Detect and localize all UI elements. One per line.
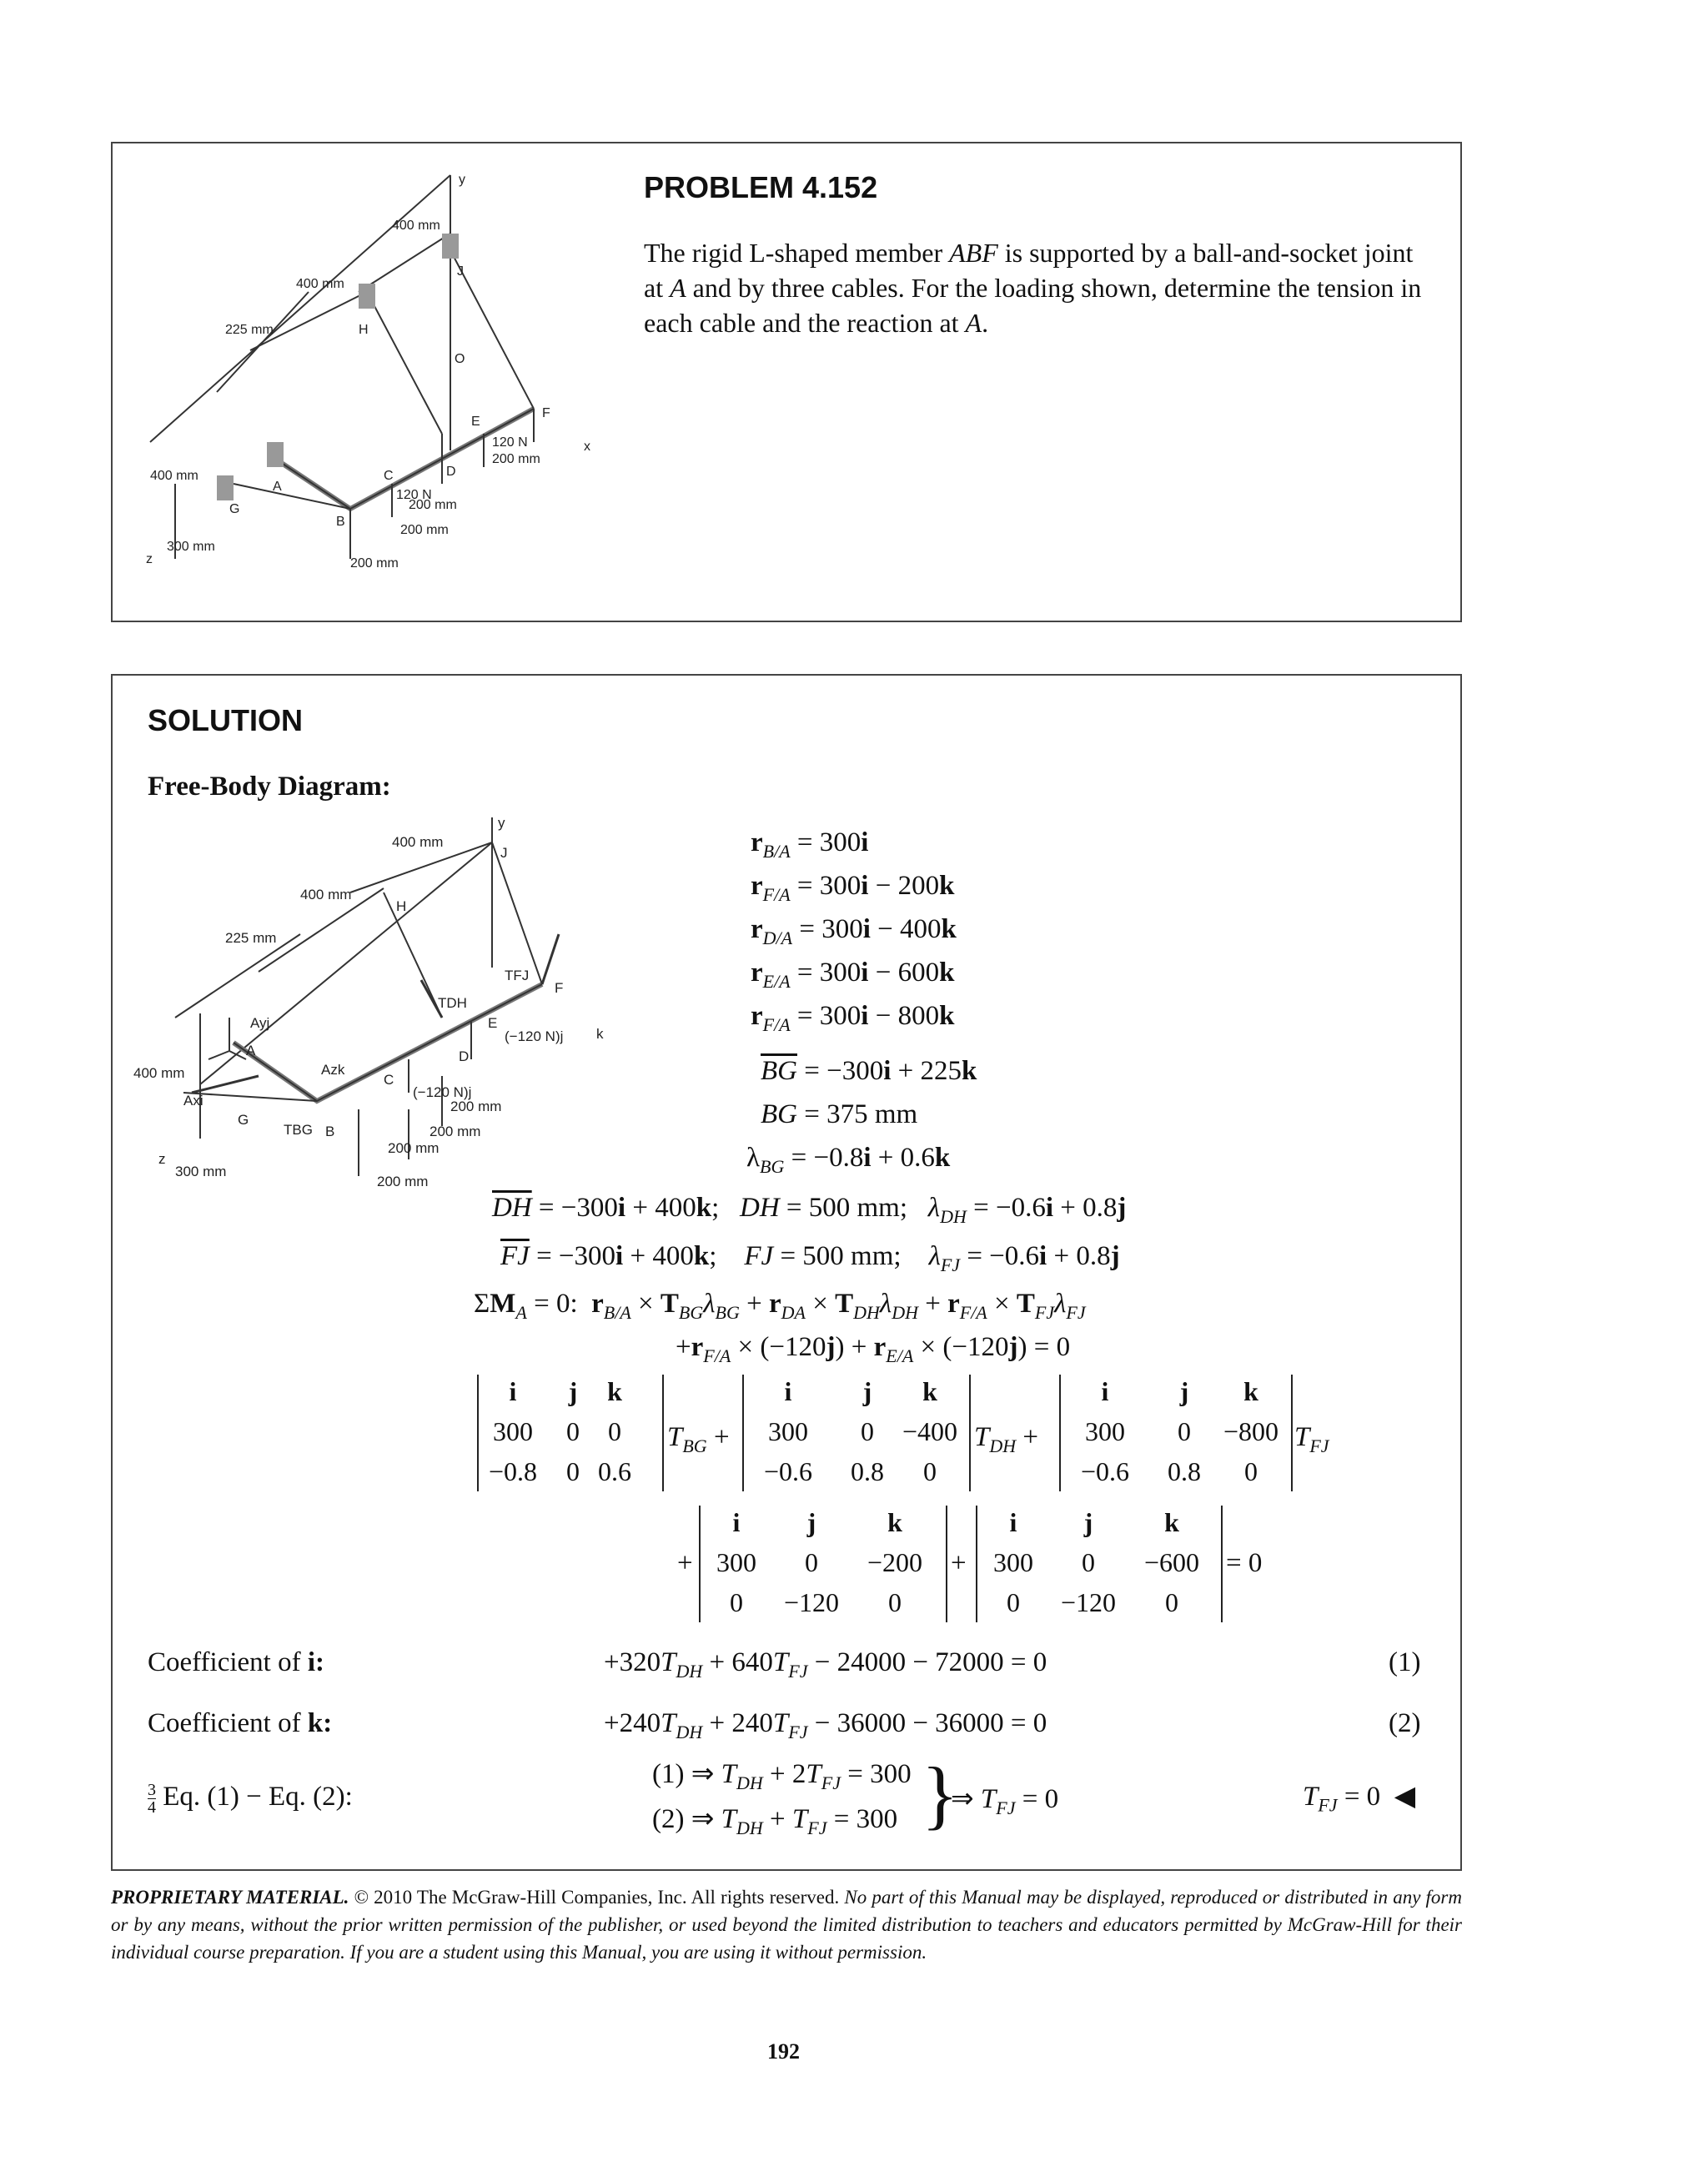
determinant-cell: 0 bbox=[1082, 1547, 1095, 1577]
fraction-numerator: 3 bbox=[148, 1781, 156, 1799]
fbd-y-label: y bbox=[498, 815, 505, 831]
fbd-tension-bg: TBG bbox=[284, 1122, 313, 1138]
fig-dim-225: 225 mm bbox=[225, 323, 274, 337]
determinant-cell: 0 bbox=[805, 1547, 818, 1577]
eq-r-f-a-2: $r_{F/A} = 300i - 800k$ bbox=[751, 1001, 955, 1035]
fig-point-j: J bbox=[457, 264, 464, 279]
fig-y-label: y bbox=[459, 173, 465, 187]
fbd-point-f: F bbox=[555, 980, 564, 996]
det-equals-zero: = 0 bbox=[1226, 1548, 1263, 1578]
eq-r-b-a: $r_{B/A} = 300i$ bbox=[751, 827, 869, 862]
fbd-point-a: A bbox=[246, 1043, 256, 1058]
fbd-k-label: k bbox=[596, 1026, 604, 1042]
fig-point-g: G bbox=[229, 502, 240, 516]
determinant-cell: 0 bbox=[923, 1456, 937, 1486]
fbd-reaction-ay: Ayj bbox=[250, 1015, 270, 1031]
fig-dim-200a: 200 mm bbox=[492, 452, 540, 466]
fig-point-c: C bbox=[384, 469, 394, 483]
eq-fj: $\overline{FJ} = -300i + 400k$; FJ = 500 mm; $\lambda_{FJ} = -0.6i + 0.8j$ bbox=[500, 1241, 1120, 1275]
determinant-cell: j bbox=[1083, 1507, 1093, 1537]
coef-i-label: Coefficient of i: bbox=[148, 1647, 325, 1677]
copyright-footer: PROPRIETARY MATERIAL. © 2010 The McGraw-Hill Companies, Inc. All rights reserved. No part of this Manual may be displayed, reproduced or distributed in any form or by any means, without the prior written permission of the publisher, or used beyond the limited distribution to teachers and educators permitted by McGraw-Hill for their individual course preparation. If you are a student using this Manual, you are using it without permission. bbox=[111, 1887, 1462, 1963]
determinant-cell: i bbox=[732, 1507, 741, 1537]
fbd-point-b: B bbox=[325, 1124, 335, 1139]
determinant-cell: 0 bbox=[1244, 1456, 1258, 1486]
fbd-load-e: (−120 N)j bbox=[505, 1028, 564, 1044]
eq-moment-loads: $+r_{F/A} \times (-120j) + r_{E/A} \times (-120j) = 0$ bbox=[676, 1332, 1071, 1366]
combo-label: $\frac{3}{4}$ Eq. (1) − Eq. (2): bbox=[148, 1781, 353, 1817]
fbd-z-label: z bbox=[158, 1151, 166, 1167]
fbd-point-c: C bbox=[384, 1072, 394, 1088]
curly-brace: } bbox=[922, 1752, 959, 1837]
determinant-cell: 0 bbox=[566, 1456, 580, 1486]
determinant-cell: 0.8 bbox=[851, 1456, 884, 1486]
eq-moment-sum: $\Sigma M_A = 0$: $r_{B/A} \times T_{BG}\lambda_{BG} + r_{DA} \times T_{DH}\lambda_{DH} + r_{F/A} \times T_{FJ}\lambda_{FJ}$ bbox=[474, 1289, 1086, 1323]
determinant-cell: j bbox=[568, 1376, 578, 1406]
fbd-dim-225: 225 mm bbox=[225, 930, 277, 946]
determinant-cell: −400 bbox=[902, 1416, 958, 1446]
eq-bg-length: BG = 375 mm bbox=[761, 1099, 918, 1129]
solution-title: SOLUTION bbox=[148, 703, 303, 737]
fig-z-label: z bbox=[146, 552, 153, 566]
determinant-cell: 0.8 bbox=[1168, 1456, 1201, 1486]
fig-point-h: H bbox=[359, 323, 369, 337]
determinant-cell: 0 bbox=[1165, 1587, 1178, 1617]
fbd-reaction-az: Azk bbox=[321, 1062, 345, 1078]
determinant-cell: 0 bbox=[888, 1587, 902, 1617]
free-body-diagram bbox=[133, 809, 617, 1193]
det-mult-tbg: $T_{BG}$ + bbox=[667, 1422, 730, 1456]
determinant-cell: 0 bbox=[1178, 1416, 1191, 1446]
eq-combo-result: ⇒ $T_{FJ} = 0$ bbox=[951, 1784, 1059, 1818]
fbd-dim-200d: 200 mm bbox=[377, 1174, 429, 1189]
fig-load-120b: 120 N bbox=[396, 488, 432, 502]
eq-coef-i: $+320T_{DH} + 640T_{FJ} - 24000 - 72000 = 0$ bbox=[604, 1647, 1047, 1682]
fbd-dim-400c: 400 mm bbox=[133, 1065, 185, 1081]
eq-lambda-bg: $\lambda_{BG} = -0.8i + 0.6k$ bbox=[746, 1143, 951, 1177]
problem-statement: The rigid L-shaped member ABF is supported by a ball-and-socket joint at A and by three cables. For the loading shown, determine the tension in each cable and the reaction at A. bbox=[644, 238, 1422, 338]
fbd-dim-200a: 200 mm bbox=[450, 1099, 502, 1114]
answer-tfj: $T_{FJ} = 0$ ◀ bbox=[1303, 1782, 1416, 1816]
fig-point-e: E bbox=[471, 415, 480, 429]
fbd-dim-400b: 400 mm bbox=[300, 887, 352, 902]
determinant-cell: 300 bbox=[768, 1416, 808, 1446]
determinant-cell: 300 bbox=[493, 1416, 533, 1446]
determinant-cell: 0 bbox=[730, 1587, 743, 1617]
fig-dim-300: 300 mm bbox=[167, 540, 215, 554]
determinant-cell: 0 bbox=[1007, 1587, 1020, 1617]
fbd-point-h: H bbox=[396, 898, 407, 914]
eq-bg-vector: $\overline{BG} = -300i + 225k$ bbox=[761, 1056, 977, 1086]
determinant-cell: k bbox=[922, 1376, 937, 1406]
eq-dh: $\overline{DH} = -300i + 400k$; DH = 500 mm; $\lambda_{DH} = -0.6i + 0.8j$ bbox=[492, 1193, 1127, 1227]
fig-dim-200d: 200 mm bbox=[350, 556, 399, 571]
fig-dim-200b: 200 mm bbox=[409, 498, 457, 512]
coef-k-label: Coefficient of k: bbox=[148, 1708, 333, 1738]
det-plus-1: + bbox=[677, 1548, 693, 1578]
fbd-tension-dh: TDH bbox=[438, 995, 467, 1011]
determinant-cell: 300 bbox=[1085, 1416, 1125, 1446]
determinant-cell: k bbox=[1243, 1376, 1258, 1406]
eq-number-2: (2) bbox=[1389, 1708, 1421, 1738]
eq-combo-2: (2) ⇒ $T_{DH} + T_{FJ} = 300$ bbox=[652, 1804, 898, 1838]
fbd-reaction-ax: Axi bbox=[183, 1093, 203, 1109]
det-mult-tfj: $T_{FJ}$ bbox=[1294, 1422, 1329, 1456]
fig-point-o: O bbox=[455, 352, 465, 366]
determinant-cell: k bbox=[1164, 1507, 1179, 1537]
fig-point-f: F bbox=[542, 406, 550, 420]
answer-marker: ◀ bbox=[1394, 1782, 1416, 1812]
fbd-label: Free-Body Diagram: bbox=[148, 772, 391, 802]
fig-dim-200c: 200 mm bbox=[400, 523, 449, 537]
determinant-cell: −200 bbox=[867, 1547, 923, 1577]
fbd-point-d: D bbox=[459, 1048, 470, 1064]
eq-combo-1: (1) ⇒ $T_{DH} + 2T_{FJ} = 300$ bbox=[652, 1759, 912, 1793]
problem-title: PROBLEM 4.152 bbox=[644, 170, 878, 204]
fbd-dim-200b: 200 mm bbox=[430, 1124, 481, 1139]
determinant-cell: 300 bbox=[716, 1547, 756, 1577]
det-plus-2: + bbox=[951, 1548, 967, 1578]
determinant-cell: 0.6 bbox=[598, 1456, 631, 1486]
fig-point-b: B bbox=[336, 515, 345, 529]
determinant-cell: j bbox=[806, 1507, 816, 1537]
determinant-cell: −120 bbox=[1060, 1587, 1117, 1617]
determinant-cell: −800 bbox=[1223, 1416, 1279, 1446]
determinant-cell: i bbox=[1009, 1507, 1017, 1537]
fbd-dim-300: 300 mm bbox=[175, 1164, 227, 1179]
eq-r-e-a: $r_{E/A} = 300i - 600k$ bbox=[751, 958, 955, 992]
eq-r-f-a-1: $r_{F/A} = 300i - 200k$ bbox=[751, 871, 955, 905]
determinant-cell: i bbox=[509, 1376, 517, 1406]
eq-coef-k: $+240T_{DH} + 240T_{FJ} - 36000 - 36000 = 0$ bbox=[604, 1708, 1047, 1742]
fbd-point-j: J bbox=[500, 845, 508, 861]
fbd-dim-200c: 200 mm bbox=[388, 1140, 440, 1156]
eq-r-d-a: $r_{D/A} = 300i - 400k$ bbox=[751, 914, 957, 948]
fbd-dim-400a: 400 mm bbox=[392, 834, 444, 850]
fbd-tension-fj: TFJ bbox=[505, 968, 530, 983]
fig-dim-400b: 400 mm bbox=[296, 277, 344, 291]
determinant-cell: −600 bbox=[1143, 1547, 1200, 1577]
determinant-cell: j bbox=[862, 1376, 872, 1406]
fbd-load-c: (−120 N)j bbox=[413, 1084, 472, 1100]
fig-dim-400c: 400 mm bbox=[150, 469, 198, 483]
determinant-cell: i bbox=[784, 1376, 792, 1406]
fig-point-d: D bbox=[446, 465, 456, 479]
page-number: 192 bbox=[767, 2039, 800, 2064]
determinant-cell: k bbox=[607, 1376, 622, 1406]
determinant-cell: j bbox=[1179, 1376, 1189, 1406]
problem-figure bbox=[142, 167, 609, 584]
determinant-cell: k bbox=[887, 1507, 902, 1537]
determinant-cell: −0.8 bbox=[488, 1456, 538, 1486]
determinant-cell: −0.6 bbox=[763, 1456, 813, 1486]
determinant-cell: i bbox=[1101, 1376, 1109, 1406]
fig-dim-400a: 400 mm bbox=[392, 219, 440, 233]
determinant-cell: −120 bbox=[783, 1587, 840, 1617]
fig-point-a: A bbox=[273, 480, 282, 494]
fig-load-120a: 120 N bbox=[492, 435, 528, 450]
determinant-cell: 0 bbox=[566, 1416, 580, 1446]
determinant-cell: −0.6 bbox=[1080, 1456, 1130, 1486]
det-mult-tdh: $T_{DH}$ + bbox=[974, 1422, 1039, 1456]
fraction-denominator: 4 bbox=[148, 1798, 156, 1817]
fig-x-label: x bbox=[584, 440, 590, 454]
determinant-cell: 300 bbox=[993, 1547, 1033, 1577]
eq-number-1: (1) bbox=[1389, 1647, 1421, 1677]
fbd-point-e: E bbox=[488, 1015, 498, 1031]
determinant-cell: 0 bbox=[608, 1416, 621, 1446]
determinant-cell: 0 bbox=[861, 1416, 874, 1446]
fbd-point-g: G bbox=[238, 1112, 249, 1128]
